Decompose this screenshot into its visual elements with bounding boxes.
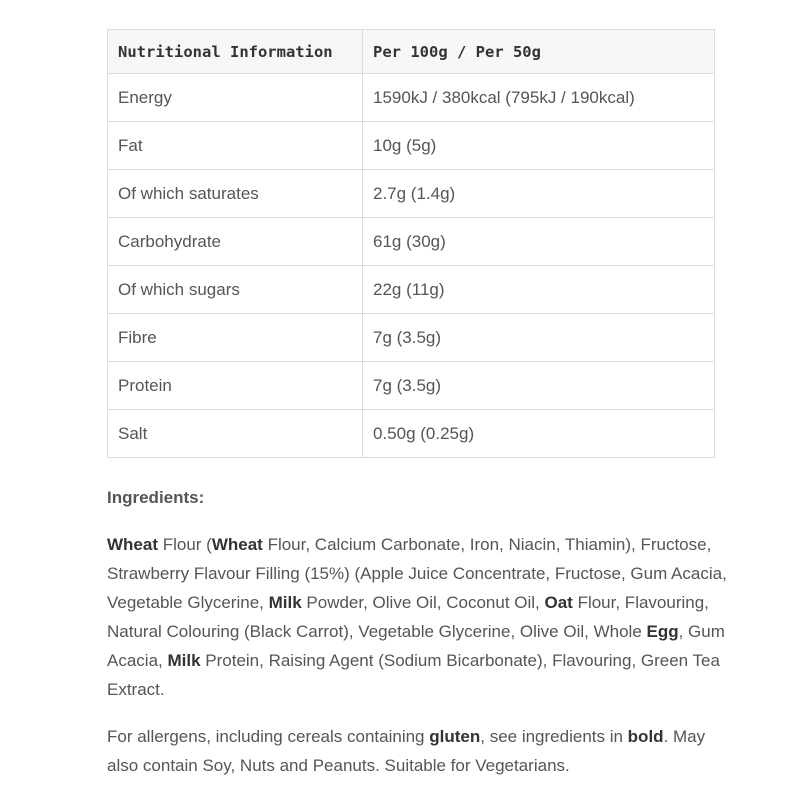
nutrient-name: Of which sugars bbox=[108, 266, 363, 314]
allergen-keyword: bold bbox=[627, 727, 664, 746]
nutrient-name: Protein bbox=[108, 362, 363, 410]
nutrient-name: Fat bbox=[108, 122, 363, 170]
ingredient-text-segment: , Gum Acacia, bbox=[107, 622, 725, 670]
allergen-keyword: gluten bbox=[429, 727, 481, 746]
ingredients-text bbox=[107, 530, 727, 704]
ingredient-text-segment: Protein, Raising Agent (Sodium Bicarbonate), Flavouring, Green Tea Extract. bbox=[107, 651, 720, 699]
header-per-100g-per-50g: Per 100g / Per 50g bbox=[363, 30, 715, 74]
nutrient-value: 1590kJ / 380kcal (795kJ / 190kcal) bbox=[363, 74, 715, 122]
allergen-ingredient: Wheat bbox=[211, 535, 263, 554]
table-row bbox=[108, 266, 715, 314]
table-row bbox=[108, 170, 715, 218]
nutrient-value: 7g (3.5g) bbox=[363, 314, 715, 362]
nutrient-name: Salt bbox=[108, 410, 363, 458]
allergen-text-segment: . May also contain Soy, Nuts and Peanuts. Suitable for Vegetarians. bbox=[107, 727, 706, 775]
allergen-ingredient: Oat bbox=[544, 593, 573, 612]
nutrient-value: 0.50g (0.25g) bbox=[363, 410, 715, 458]
nutrient-value: 10g (5g) bbox=[363, 122, 715, 170]
nutrient-value: 22g (11g) bbox=[363, 266, 715, 314]
allergen-text-segment: For allergens, including cereals containing bbox=[107, 727, 430, 746]
nutrient-value: 2.7g (1.4g) bbox=[363, 170, 715, 218]
nutrient-name: Of which saturates bbox=[108, 170, 363, 218]
ingredient-text-segment: Flour, Flavouring, Natural Colouring (Black Carrot), Vegetable Glycerine, Olive Oil, Whole bbox=[107, 593, 709, 641]
product-details bbox=[107, 484, 727, 780]
nutrient-name: Fibre bbox=[108, 314, 363, 362]
allergen-ingredient: Milk bbox=[268, 593, 302, 612]
table-row bbox=[108, 362, 715, 410]
allergen-text-segment: , see ingredients in bbox=[480, 727, 628, 746]
nutrition-table bbox=[107, 29, 715, 458]
nutrient-value: 7g (3.5g) bbox=[363, 362, 715, 410]
allergen-ingredient: Wheat bbox=[107, 535, 158, 554]
table-row bbox=[108, 74, 715, 122]
nutrient-name: Energy bbox=[108, 74, 363, 122]
table-header-row bbox=[108, 30, 715, 74]
nutrient-value: 61g (30g) bbox=[363, 218, 715, 266]
nutrient-name: Carbohydrate bbox=[108, 218, 363, 266]
table-row bbox=[108, 122, 715, 170]
ingredients-heading: Ingredients: bbox=[107, 488, 205, 507]
ingredient-text-segment: Flour, Calcium Carbonate, Iron, Niacin, Thiamin), Fructose, Strawberry Flavour Filling (15%) (Apple Juice Concentrate, Fructose, Gum Acacia, Vegetable Glycerine, bbox=[107, 535, 727, 612]
allergen-ingredient: Milk bbox=[167, 651, 201, 670]
table-row bbox=[108, 314, 715, 362]
allergen-statement bbox=[107, 722, 727, 780]
table-row bbox=[108, 218, 715, 266]
header-nutritional-information: Nutritional Information bbox=[108, 30, 363, 74]
ingredient-text-segment: Flour ( bbox=[158, 535, 212, 554]
ingredient-text-segment: Powder, Olive Oil, Coconut Oil, bbox=[301, 593, 545, 612]
allergen-ingredient: Egg bbox=[646, 622, 679, 641]
table-row bbox=[108, 410, 715, 458]
